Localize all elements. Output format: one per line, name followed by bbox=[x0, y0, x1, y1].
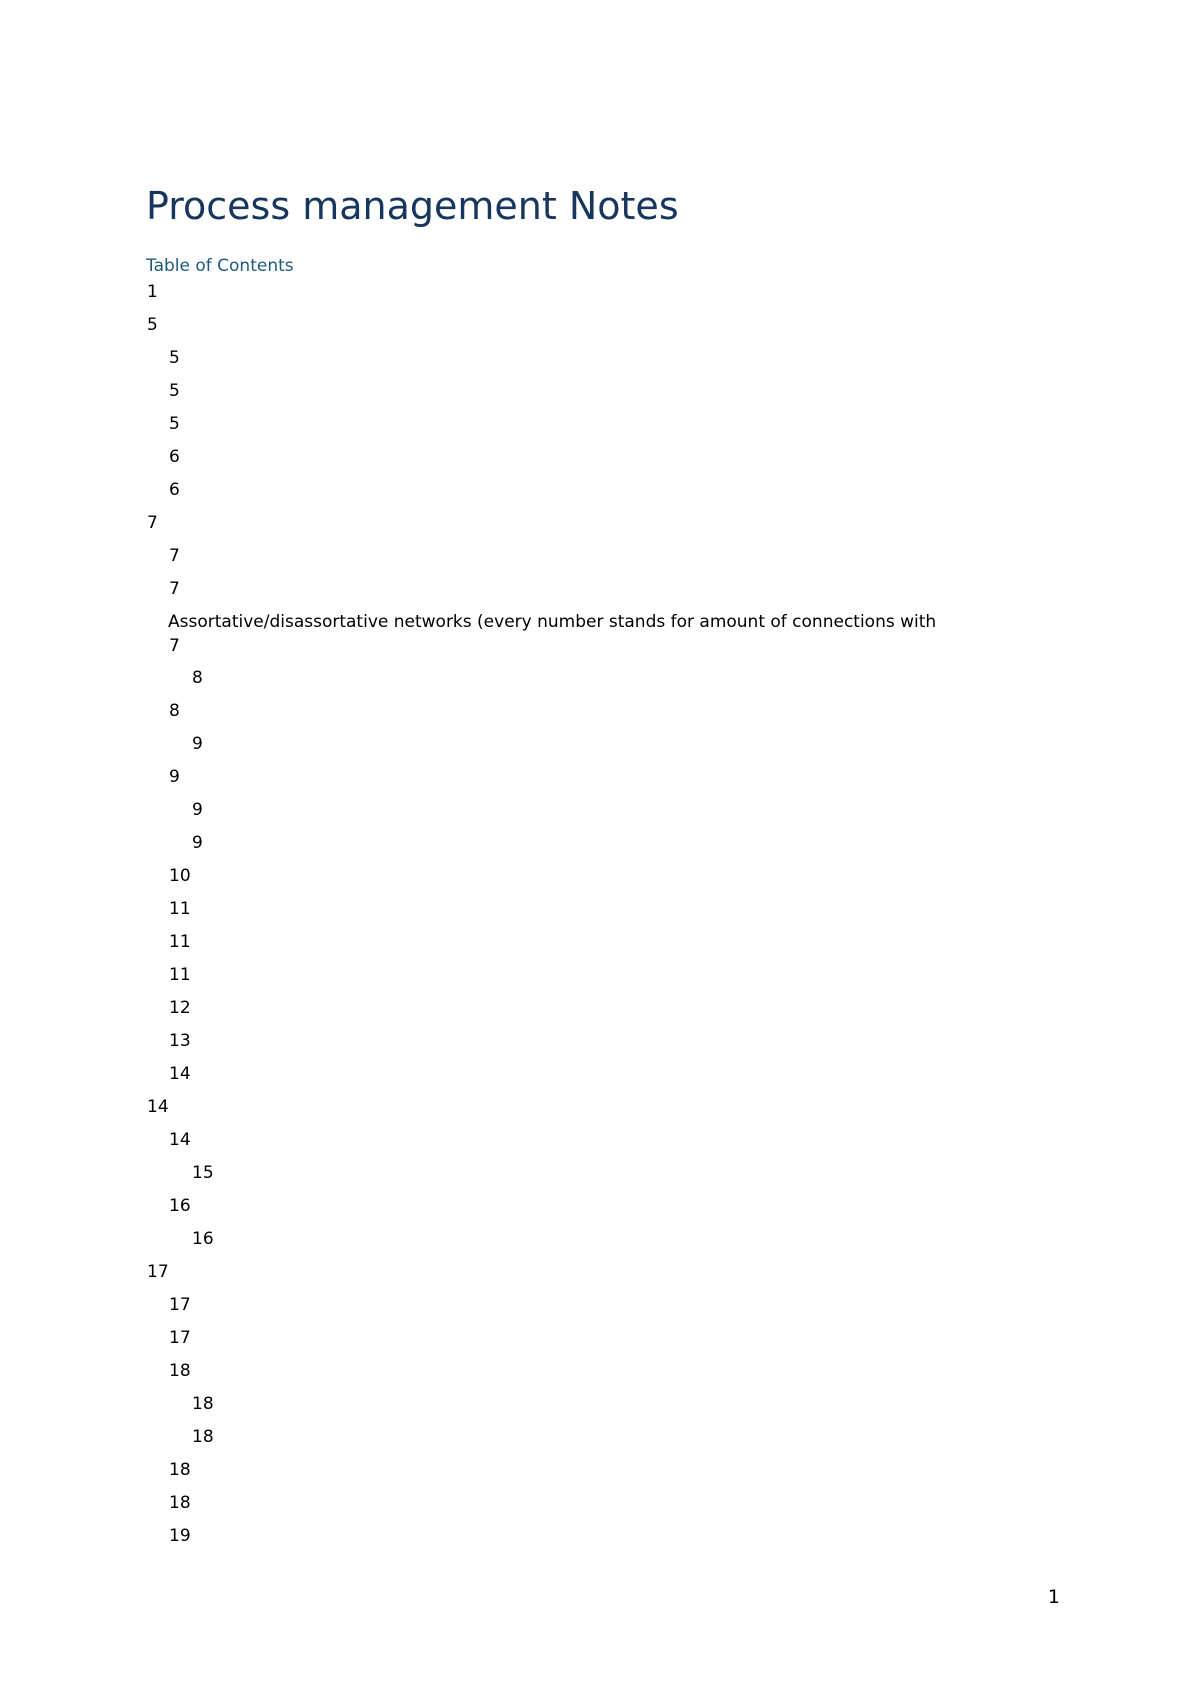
toc-page-number: 18 bbox=[169, 1361, 191, 1381]
toc-page-number: 17 bbox=[169, 1295, 191, 1315]
toc-page-number: 11 bbox=[169, 965, 191, 985]
toc-page-number: 12 bbox=[169, 998, 191, 1018]
toc-page-number: 15 bbox=[192, 1163, 214, 1183]
toc-page-number: 14 bbox=[169, 1064, 191, 1084]
toc-page-number: 7 bbox=[147, 513, 158, 533]
toc-page-number: 5 bbox=[169, 348, 180, 368]
toc-page-number: 5 bbox=[169, 381, 180, 401]
toc-page-number: 14 bbox=[147, 1097, 169, 1117]
toc-page-number: 19 bbox=[169, 1526, 191, 1546]
toc-page-number: 16 bbox=[192, 1229, 214, 1249]
toc-page-number: 18 bbox=[169, 1493, 191, 1513]
toc-page-number: 7 bbox=[169, 579, 180, 599]
toc-page-number: 1 bbox=[147, 282, 158, 302]
toc-heading: Table of Contents bbox=[146, 256, 294, 276]
toc-page-number: 16 bbox=[169, 1196, 191, 1216]
toc-page-number: 9 bbox=[192, 833, 203, 853]
toc-page-number: 18 bbox=[192, 1427, 214, 1447]
toc-page-number: 6 bbox=[169, 447, 180, 467]
document-title: Process management Notes bbox=[146, 184, 679, 228]
toc-page-number: 7 bbox=[169, 546, 180, 566]
toc-page-number: 9 bbox=[169, 767, 180, 787]
toc-page-number: 18 bbox=[192, 1394, 214, 1414]
toc-page-number: 17 bbox=[169, 1328, 191, 1348]
toc-page-number: 5 bbox=[147, 315, 158, 335]
toc-page-number: 9 bbox=[192, 800, 203, 820]
toc-page-number: 5 bbox=[169, 414, 180, 434]
toc-page-number: 18 bbox=[169, 1460, 191, 1480]
toc-page-number: 7 bbox=[169, 636, 180, 656]
toc-page-number: 6 bbox=[169, 480, 180, 500]
toc-page-number: 10 bbox=[169, 866, 191, 886]
toc-page-number: 8 bbox=[192, 668, 203, 688]
toc-page-number: 14 bbox=[169, 1130, 191, 1150]
toc-page-number: 17 bbox=[147, 1262, 169, 1282]
toc-page-number: 11 bbox=[169, 899, 191, 919]
toc-page-number: 8 bbox=[169, 701, 180, 721]
toc-page-number: 9 bbox=[192, 734, 203, 754]
toc-page-number: 11 bbox=[169, 932, 191, 952]
toc-page-number: 13 bbox=[169, 1031, 191, 1051]
page-number: 1 bbox=[1047, 1586, 1060, 1608]
